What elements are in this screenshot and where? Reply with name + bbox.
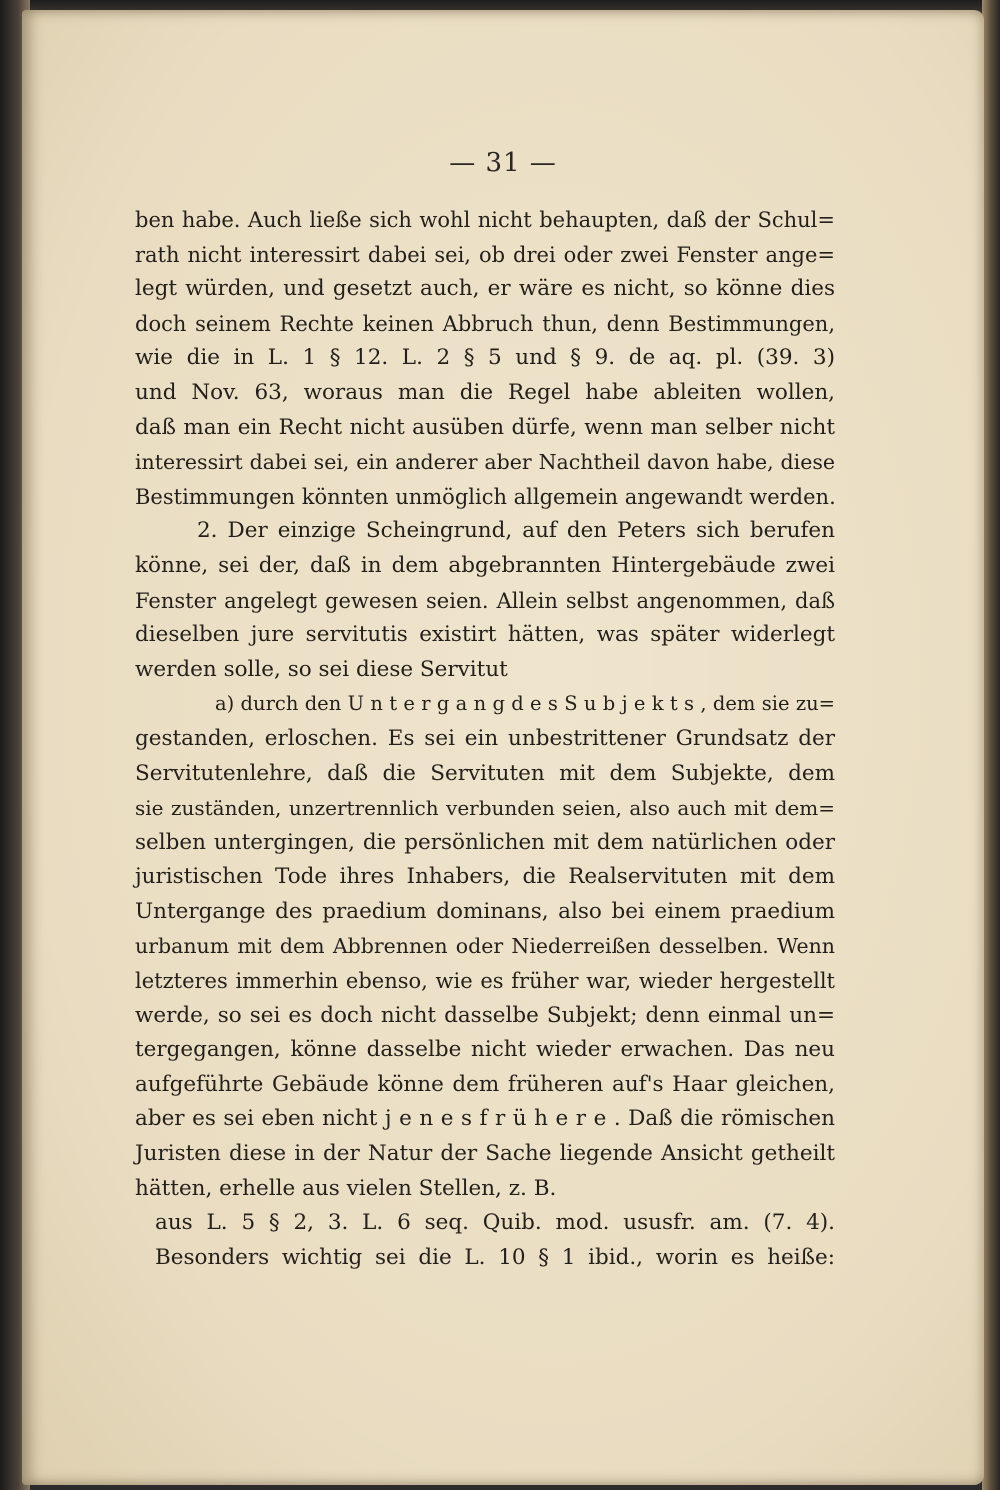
text-line: gestanden, erloschen. Es sei ein unbestrittener Grundsatz der: [135, 725, 835, 751]
text-line: selben untergingen, die persönlichen mit dem natürlichen oder: [135, 829, 835, 855]
text-line: letzteres immerhin ebenso, wie es früher war, wieder hergestellt: [135, 969, 835, 994]
text-line: könne, sei der, daß in dem abgebrannten Hintergebäude zwei: [135, 552, 835, 578]
text-line: Juristen diese in der Natur der Sache liegende Ansicht getheilt: [135, 1141, 835, 1167]
text-line: 2. Der einzige Scheingrund, auf den Peters sich berufen: [197, 518, 835, 544]
text-line: Untergange des praedium dominans, also bei einem praedium: [135, 898, 835, 924]
body-text: [135, 203, 835, 1275]
text-line: sie zuständen, unzertrennlich verbunden seien, also auch mit dem=: [135, 796, 835, 821]
page-number: — 31 —: [449, 148, 557, 178]
text-line: urbanum mit dem Abbrennen oder Niederreißen desselben. Wenn: [135, 934, 835, 959]
text-line: ben habe. Auch ließe sich wohl nicht behaupten, daß der Schul=: [135, 208, 835, 232]
text-line: Bestimmungen könnten unmöglich allgemein angewandt werden.: [135, 484, 836, 509]
text-line: werden solle, so sei diese Servitut: [135, 656, 508, 682]
text-line: und Nov. 63, woraus man die Regel habe ableiten wollen,: [135, 379, 835, 405]
text-line: interessirt dabei sei, ein anderer aber Nachtheil davon habe, diese: [135, 450, 835, 475]
text-line: juristischen Tode ihres Inhabers, die Realservituten mit dem: [135, 864, 835, 890]
text-line: hätten, erhelle aus vielen Stellen, z. B.: [135, 1175, 557, 1201]
text-line: werde, so sei es doch nicht dasselbe Subjekt; denn einmal un=: [135, 1002, 835, 1028]
text-line: doch seinem Rechte keinen Abbruch thun, denn Bestimmungen,: [135, 311, 835, 336]
text-line: legt würden, und gesetzt auch, er wäre es nicht, so könne dies: [135, 276, 835, 302]
text-line: wie die in L. 1 § 12. L. 2 § 5 und § 9. de aq. pl. (39. 3): [135, 345, 835, 371]
text-line: Fenster angelegt gewesen seien. Allein selbst angenommen, daß: [135, 588, 835, 613]
text-line: a) durch den U n t e r g a n g d e s S u b j e k t s , dem sie zu=: [215, 692, 835, 716]
text-line: tergegangen, könne dasselbe nicht wieder erwachen. Das neu: [135, 1037, 835, 1063]
text-line: aufgeführte Gebäude könne dem früheren auf's Haar gleichen,: [135, 1071, 835, 1097]
text-line: Servitutenlehre, daß die Servituten mit dem Subjekte, dem: [135, 760, 835, 786]
book-page-edge: [982, 0, 1000, 1490]
text-line: daß man ein Recht nicht ausüben dürfe, wenn man selber nicht: [135, 414, 835, 440]
text-line: aber es sei eben nicht j e n e s f r ü h e r e . Daß die römischen: [135, 1106, 835, 1132]
text-line: dieselben jure servitutis existirt hätten, was später widerlegt: [135, 622, 835, 648]
text-line: aus L. 5 § 2, 3. L. 6 seq. Quib. mod. ususfr. am. (7. 4).: [155, 1210, 835, 1236]
text-line: rath nicht interessirt dabei sei, ob drei oder zwei Fenster ange=: [135, 242, 835, 267]
text-line: Besonders wichtig sei die L. 10 § 1 ibid., worin es heiße:: [155, 1244, 835, 1270]
printed-page: [22, 10, 984, 1485]
